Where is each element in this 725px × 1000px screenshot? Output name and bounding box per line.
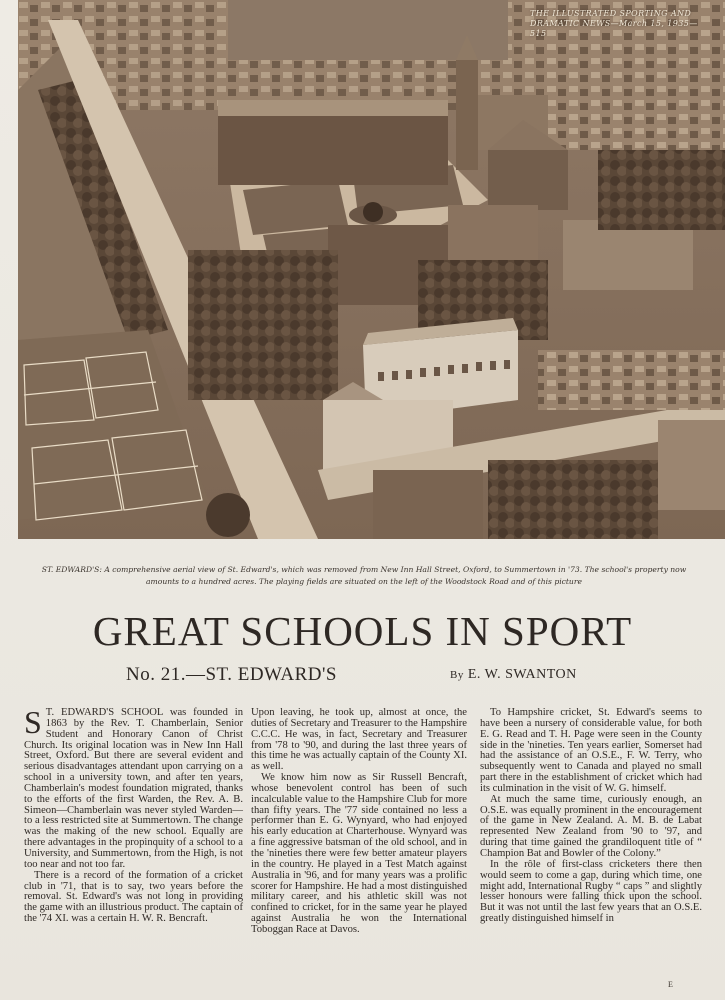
byline — [450, 667, 577, 683]
article-subtitle: No. 21.—ST. EDWARD'S — [126, 664, 337, 685]
paragraph: At much the same time, curiously enough, an O.S.E. was equally prominent in the encouragement of the game in New Zealand. A. M. B. de Labat represented New Zealand from '90 to '97, and during that time gained the grandiloquent title of “ Champion Bat and Bowler of the Colony.” — [480, 793, 702, 859]
paragraph: There is a record of the formation of a cricket club in '71, that is to say, two years before the removal. St. Edward's was not long in providing the game with an illustrious product. The captain of the '74 XI. was a certain H. W. R. Bencraft. — [24, 869, 243, 925]
article-column-1 — [24, 704, 243, 925]
paragraph — [24, 704, 243, 871]
article-title: GREAT SCHOOLS IN SPORT — [92, 608, 633, 654]
byline-prefix: By — [450, 669, 464, 681]
caption-text: A comprehensive aerial view of St. Edward's, which was removed from New Inn Hall Street, Oxford, to Summertown in '73. The school's property now amounts to a hundred acres. The playing fields are situated on the left of the Woodstock Road and of this picture — [104, 565, 687, 586]
paragraph: We know him now as Sir Russell Bencraft, whose benevolent control has been of such incalculable value to the Hampshire Club for more than fifty years. The '77 side contained no less a performer than E. G. Wynyard, who had enjoyed his early education at Charterhouse. Wynyard was a fine aggressive batsman of the old school, and in the 'nineties there were few better amateur players in the country. He played in a Test Match against Australia in '96, and for many years was a prolific scorer for Hampshire. He had a most distinguished military career, and his athletic skill was not confined to cricket, for in the same year he played against Australia he won the International Toboggan Race at Davos. — [251, 772, 467, 935]
page-signature-mark: E — [668, 980, 673, 989]
aerial-photograph — [18, 0, 725, 539]
aerial-photo-illustration — [18, 0, 725, 539]
masthead-line-1: THE ILLUSTRATED SPORTING AND — [530, 9, 692, 18]
byline-author: E. W. SWANTON — [467, 667, 577, 682]
paragraph: In the rôle of first-class cricketers there then would seem to come a gap, during which time, one might add, International Rugby “ caps ” and slightly lesser honours were falling thick upon the school. But it was not until the last few years that an O.S.E. greatly distinguished himself in — [480, 858, 702, 925]
article-column-2 — [251, 708, 467, 936]
photo-caption — [28, 564, 700, 588]
paragraph-text: T. EDWARD'S SCHOOL was founded in 1863 by the Rev. T. Chamberlain, Senior Student and Honorary Canon of Christ Church. Its original location was in New Inn Hall Street, Oxford. But there are several evident and serious disadvantages attendant upon carrying on a school in a university town, and after ten years, Chamberlain's modest foundation migrated, thanks to the efforts of the first Warden, the Rev. A. B. Simeon—Chamberlain was never styled Warden—to a less restricted site at Summertown. The change was the making of the new school. Equally are there advantages in the propinquity of a school to a University, and Summertown, from the High, is not too near and not too far. — [24, 707, 243, 870]
masthead-line-2: DRAMATIC NEWS—March 15, 1935—515 — [530, 19, 698, 38]
drop-cap: S — [24, 704, 42, 740]
caption-label: ST. EDWARD'S: — [41, 565, 102, 574]
article-column-3 — [480, 708, 702, 925]
masthead — [530, 9, 705, 39]
paragraph: Upon leaving, he took up, almost at once, the duties of Secretary and Treasurer to the Hampshire C.C.C. He was, in fact, Secretary and Treasurer from '78 to '90, and during the last three years of this time he was actually captain of the County XI. as well. — [251, 707, 467, 773]
paragraph: To Hampshire cricket, St. Edward's seems to have been a nursery of considerable value, for both E. G. Read and T. H. Page were seen in the County side in the 'nineties. Ten years earlier, Somerset had had the assistance of an O.S.E., F. W. Terry, who subsequently went to Canada and played no small part there in the establishment of cricket which had its culmination in the visit of W. G. himself. — [480, 707, 702, 794]
